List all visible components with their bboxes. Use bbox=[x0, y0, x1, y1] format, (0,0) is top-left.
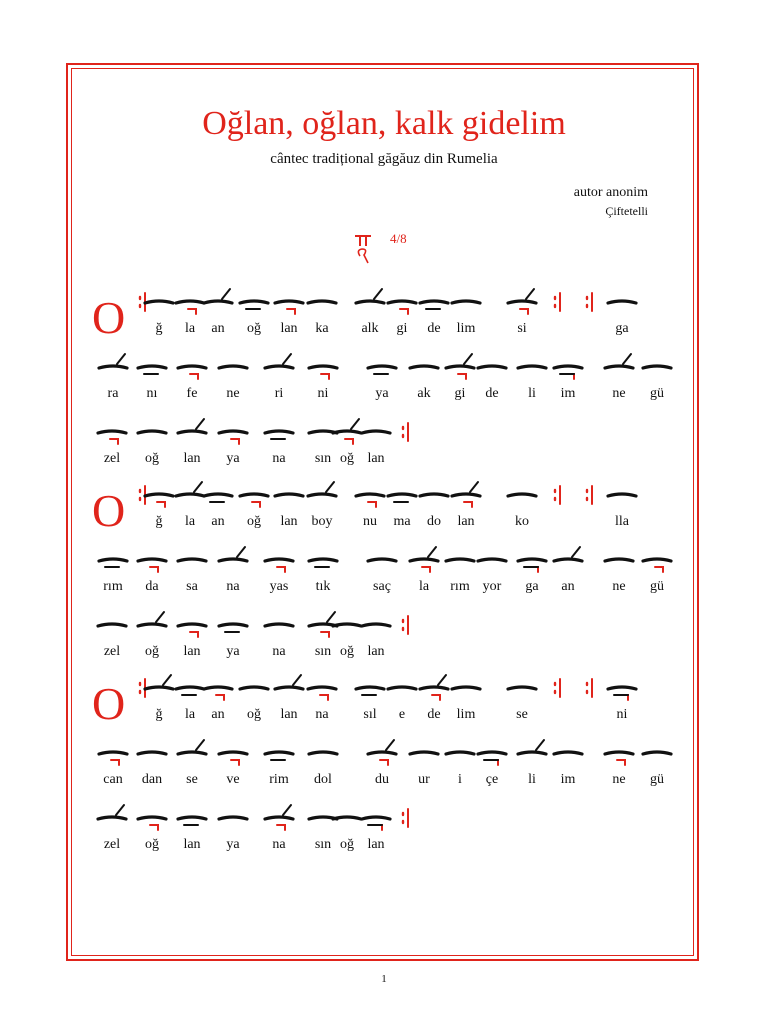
neume-glyph bbox=[608, 301, 636, 303]
lyric-syllable: lim bbox=[456, 707, 476, 722]
neume-glyph bbox=[204, 494, 232, 502]
lyric-syllable: saç bbox=[373, 579, 391, 594]
neume-glyph bbox=[608, 687, 636, 700]
neume-glyph bbox=[420, 675, 448, 700]
lyric-syllable: ri bbox=[274, 386, 284, 401]
neume-glyph bbox=[176, 687, 204, 695]
neume-glyph bbox=[368, 740, 396, 765]
lyric-syllable: yor bbox=[482, 579, 502, 594]
drop-cap-initial: O bbox=[92, 292, 126, 343]
neume-glyph bbox=[308, 687, 336, 700]
neume-glyph bbox=[518, 366, 546, 368]
lyric-syllable: ga bbox=[615, 321, 629, 336]
lyric-syllable: ne bbox=[612, 386, 626, 401]
lyric-syllable: li bbox=[528, 386, 536, 401]
lyric-syllable: nu bbox=[363, 514, 377, 529]
neume-glyph bbox=[420, 301, 448, 309]
lyric-syllable: ya bbox=[226, 644, 240, 659]
neume-glyph bbox=[308, 482, 336, 496]
neume-glyph bbox=[204, 687, 232, 700]
neume-glyph bbox=[452, 687, 480, 689]
neume-glyph bbox=[388, 494, 416, 502]
lyric-syllable: zel bbox=[103, 837, 121, 852]
neume-glyph bbox=[138, 612, 166, 626]
neume-glyph bbox=[388, 687, 416, 689]
lyric-syllable: na bbox=[272, 837, 286, 852]
lyric-syllable: zel bbox=[103, 644, 121, 659]
neume-glyph bbox=[605, 559, 633, 561]
neume-glyph bbox=[410, 366, 438, 368]
lyric-syllable: boy bbox=[311, 514, 333, 529]
lyric-syllable: an bbox=[211, 321, 225, 336]
lyric-syllable: la bbox=[184, 514, 196, 529]
lyric-syllable: sın bbox=[314, 451, 332, 466]
lyric-syllable: sın bbox=[314, 837, 332, 852]
neume-glyph bbox=[240, 687, 268, 689]
neume-glyph bbox=[410, 752, 438, 754]
neume-glyph bbox=[605, 752, 633, 765]
lyric-syllable: ga bbox=[525, 579, 539, 594]
lyric-syllable: sıl bbox=[363, 707, 377, 722]
stanza bbox=[0, 283, 768, 473]
neume-glyph bbox=[275, 301, 303, 314]
neume-glyph bbox=[219, 752, 247, 765]
lyric-syllable: lan bbox=[280, 707, 298, 722]
neume-glyph bbox=[446, 752, 474, 754]
lyric-syllable: sa bbox=[186, 579, 198, 594]
lyric-syllable: ra bbox=[107, 386, 119, 401]
lyric-syllable: gi bbox=[454, 386, 466, 401]
neume-glyph bbox=[219, 366, 247, 368]
lyric-syllable: se bbox=[516, 707, 528, 722]
neume-glyph bbox=[554, 547, 582, 561]
lyric-syllable: da bbox=[145, 579, 159, 594]
lyric-syllable: lan bbox=[367, 451, 385, 466]
neume-glyph bbox=[240, 301, 268, 309]
neume-glyph bbox=[410, 547, 438, 572]
neume-glyph bbox=[178, 817, 206, 825]
neume-glyph bbox=[446, 354, 474, 379]
neume-glyph bbox=[362, 431, 390, 433]
neume-glyph bbox=[452, 482, 480, 507]
lyric-syllable: de bbox=[427, 707, 441, 722]
lyric-syllable: la bbox=[418, 579, 430, 594]
lyric-syllable: ğ bbox=[155, 707, 163, 722]
lyric-syllable: fe bbox=[186, 386, 198, 401]
lyric-syllable: i bbox=[458, 772, 462, 787]
neume-glyph bbox=[554, 366, 582, 379]
neume-glyph bbox=[178, 419, 206, 433]
neume-glyph bbox=[309, 752, 337, 754]
neume-glyph bbox=[265, 752, 293, 760]
bar-line bbox=[587, 293, 592, 311]
neume-glyph bbox=[219, 431, 247, 444]
neume-glyph bbox=[98, 805, 126, 819]
lyric-syllable: ğ bbox=[155, 514, 163, 529]
lyric-syllable: la bbox=[184, 707, 196, 722]
lyric-syllable: an bbox=[211, 707, 225, 722]
neume-glyph bbox=[368, 366, 396, 374]
neume-glyph bbox=[356, 289, 384, 303]
neume-glyph bbox=[388, 301, 416, 314]
lyric-syllable: ka bbox=[315, 321, 329, 336]
lyric-syllable: ak bbox=[417, 386, 431, 401]
neume-glyph bbox=[99, 354, 127, 368]
lyric-syllable: oğ bbox=[145, 837, 159, 852]
neume-glyph bbox=[265, 805, 293, 830]
neume-glyph bbox=[333, 624, 361, 626]
stanza bbox=[0, 669, 768, 859]
neume-glyph bbox=[145, 494, 173, 507]
lyric-syllable: ya bbox=[375, 386, 389, 401]
lyric-syllable: ko bbox=[515, 514, 529, 529]
time-signature: 4/8 bbox=[390, 231, 407, 246]
lyric-syllable: lan bbox=[367, 644, 385, 659]
bar-line bbox=[587, 679, 592, 697]
lyric-syllable: do bbox=[427, 514, 441, 529]
song-title: Oğlan, oğlan, kalk gidelim bbox=[202, 105, 566, 142]
neume-glyph bbox=[508, 687, 536, 689]
neume-glyph bbox=[138, 559, 166, 572]
neume-staff bbox=[0, 669, 768, 859]
neume-glyph bbox=[333, 419, 361, 444]
lyric-syllable: na bbox=[226, 579, 240, 594]
lyric-syllable: çe bbox=[485, 772, 499, 787]
song-subtitle: cântec tradițional găgăuz din Rumelia bbox=[270, 151, 498, 167]
neume-glyph bbox=[368, 559, 396, 561]
drop-cap-initial: O bbox=[92, 485, 126, 536]
lyric-syllable: oğ bbox=[340, 451, 354, 466]
neume-glyph bbox=[275, 494, 303, 496]
lyric-syllable: na bbox=[272, 451, 286, 466]
neume-glyph bbox=[333, 817, 361, 819]
neume-glyph bbox=[99, 559, 127, 567]
neume-glyph bbox=[178, 624, 206, 637]
bar-line bbox=[403, 809, 408, 827]
lyric-syllable: na bbox=[315, 707, 329, 722]
lyric-syllable: gi bbox=[396, 321, 408, 336]
lyric-syllable: ve bbox=[226, 772, 240, 787]
neume-glyph bbox=[508, 494, 536, 496]
lyric-syllable: ne bbox=[612, 772, 626, 787]
lyric-syllable: oğ bbox=[340, 644, 354, 659]
lyric-syllable: rim bbox=[269, 772, 289, 787]
lyric-syllable: lim bbox=[456, 321, 476, 336]
lyric-syllable: ya bbox=[226, 451, 240, 466]
neume-glyph bbox=[478, 366, 506, 368]
lyric-syllable: gü bbox=[650, 772, 664, 787]
neume-glyph bbox=[98, 431, 126, 444]
lyric-syllable: rım bbox=[103, 579, 123, 594]
lyric-syllable: de bbox=[427, 321, 441, 336]
neume-glyph bbox=[554, 752, 582, 754]
lyric-syllable: can bbox=[103, 772, 123, 787]
bar-line bbox=[555, 679, 560, 697]
author-credit: autor anonim bbox=[573, 185, 648, 200]
neume-glyph bbox=[265, 354, 293, 368]
lyric-syllable: an bbox=[561, 579, 575, 594]
neume-glyph bbox=[518, 740, 546, 754]
lyric-syllable: oğ bbox=[247, 514, 261, 529]
lyric-syllable: na bbox=[272, 644, 286, 659]
lyric-syllable: ya bbox=[226, 837, 240, 852]
lyric-syllable: ni bbox=[616, 707, 628, 722]
neume-glyph bbox=[518, 559, 546, 572]
neume-glyph bbox=[608, 494, 636, 496]
neume-glyph bbox=[308, 301, 336, 303]
lyric-syllable: lan bbox=[457, 514, 475, 529]
neume-glyph bbox=[643, 366, 671, 368]
neume-glyph bbox=[362, 624, 390, 626]
lyric-syllable: li bbox=[528, 772, 536, 787]
lyric-syllable: nı bbox=[146, 386, 158, 401]
neume-glyph bbox=[275, 675, 303, 689]
neume-glyph bbox=[138, 431, 166, 433]
neume-glyph bbox=[178, 366, 206, 379]
mode-signature-icon bbox=[352, 232, 374, 268]
lyric-syllable: sın bbox=[314, 644, 332, 659]
page-number: 1 bbox=[381, 973, 387, 985]
neume-glyph bbox=[420, 494, 448, 496]
neume-glyph bbox=[356, 687, 384, 695]
neume-glyph bbox=[452, 301, 480, 303]
neume-glyph bbox=[219, 547, 247, 561]
lyric-syllable: im bbox=[560, 772, 576, 787]
lyric-syllable: rım bbox=[450, 579, 470, 594]
lyric-syllable: la bbox=[184, 321, 196, 336]
neume-glyph bbox=[478, 752, 506, 765]
bar-line bbox=[555, 293, 560, 311]
lyric-syllable: oğ bbox=[340, 837, 354, 852]
lyric-syllable: an bbox=[211, 514, 225, 529]
lyric-syllable: du bbox=[375, 772, 389, 787]
lyric-syllable: yas bbox=[269, 579, 289, 594]
lyric-syllable: oğ bbox=[145, 451, 159, 466]
neume-glyph bbox=[478, 559, 506, 561]
lyric-syllable: gü bbox=[650, 579, 664, 594]
neume-glyph bbox=[605, 354, 633, 368]
lyric-syllable: de bbox=[485, 386, 499, 401]
lyric-syllable: ğ bbox=[155, 321, 163, 336]
lyric-syllable: alk bbox=[361, 321, 379, 336]
lyric-syllable: lan bbox=[183, 837, 201, 852]
neume-staff bbox=[0, 476, 768, 666]
bar-line bbox=[403, 423, 408, 441]
lyric-syllable: tık bbox=[315, 579, 331, 594]
neume-glyph bbox=[145, 301, 173, 303]
neume-glyph bbox=[362, 817, 390, 830]
bar-line bbox=[403, 616, 408, 634]
neume-glyph bbox=[138, 817, 166, 830]
neume-glyph bbox=[643, 559, 671, 572]
neume-glyph bbox=[356, 494, 384, 507]
lyric-syllable: lan bbox=[280, 514, 298, 529]
lyric-syllable: se bbox=[186, 772, 198, 787]
neume-glyph bbox=[204, 289, 232, 303]
neume-glyph bbox=[265, 431, 293, 439]
lyric-syllable: zel bbox=[103, 451, 121, 466]
lyric-syllable: lan bbox=[280, 321, 298, 336]
lyric-syllable: ne bbox=[226, 386, 240, 401]
neume-glyph bbox=[176, 301, 204, 314]
lyric-syllable: ne bbox=[612, 579, 626, 594]
neume-glyph bbox=[99, 752, 127, 765]
lyric-syllable: si bbox=[517, 321, 527, 336]
neume-staff bbox=[0, 283, 768, 473]
neume-glyph bbox=[265, 559, 293, 572]
neume-glyph bbox=[178, 740, 206, 754]
stanza bbox=[0, 476, 768, 666]
neume-glyph bbox=[145, 675, 173, 689]
lyric-syllable: gü bbox=[650, 386, 664, 401]
lyric-syllable: ni bbox=[317, 386, 329, 401]
neume-glyph bbox=[643, 752, 671, 754]
lyric-syllable: oğ bbox=[145, 644, 159, 659]
lyric-syllable: lan bbox=[183, 644, 201, 659]
lyric-syllable: dol bbox=[314, 772, 332, 787]
lyric-syllable: oğ bbox=[247, 321, 261, 336]
neume-glyph bbox=[138, 366, 166, 374]
dance-type: Çiftetelli bbox=[605, 204, 648, 218]
neume-glyph bbox=[178, 559, 206, 561]
neume-glyph bbox=[446, 559, 474, 561]
neume-glyph bbox=[98, 624, 126, 626]
neume-glyph bbox=[138, 752, 166, 754]
lyric-syllable: im bbox=[560, 386, 576, 401]
neume-glyph bbox=[309, 366, 337, 379]
bar-line bbox=[555, 486, 560, 504]
neume-glyph bbox=[176, 482, 204, 496]
neume-glyph bbox=[240, 494, 268, 507]
neume-glyph bbox=[219, 817, 247, 819]
bar-line bbox=[587, 486, 592, 504]
lyric-syllable: ur bbox=[418, 772, 430, 787]
neume-glyph bbox=[508, 289, 536, 314]
lyric-syllable: e bbox=[398, 707, 406, 722]
lyric-syllable: lla bbox=[615, 514, 629, 529]
neume-glyph bbox=[309, 559, 337, 567]
neume-glyph bbox=[219, 624, 247, 632]
lyric-syllable: ma bbox=[393, 514, 411, 529]
lyric-syllable: oğ bbox=[247, 707, 261, 722]
neume-glyph bbox=[265, 624, 293, 626]
lyric-syllable: lan bbox=[367, 837, 385, 852]
drop-cap-initial: O bbox=[92, 678, 126, 729]
lyric-syllable: dan bbox=[141, 772, 163, 787]
lyric-syllable: lan bbox=[183, 451, 201, 466]
